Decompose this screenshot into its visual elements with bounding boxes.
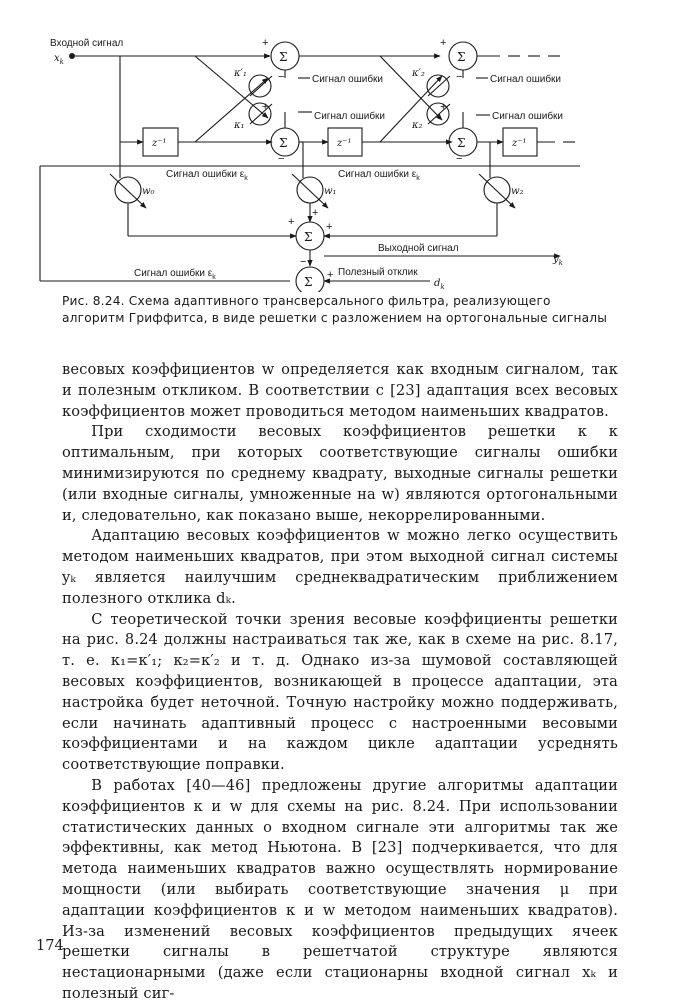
svg-text:+: +: [288, 216, 295, 228]
error-signal-label-3: Сигнал ошибки: [490, 74, 562, 85]
sum-symbol-4: Σ: [457, 136, 466, 150]
error-eps-label-2: Сигнал ошибки $\varepsilon_k$: [338, 169, 420, 182]
output-var: $y_k$: [553, 254, 563, 267]
k2-label: κ₂: [412, 120, 423, 131]
input-signal-label: Входной сигнал: [50, 38, 124, 49]
error-signal-label-1: Сигнал ошибки: [312, 74, 384, 85]
desired-response-label: Полезный отклик: [338, 267, 418, 278]
page-number: 174: [36, 938, 64, 954]
sum-symbol-5: Σ: [304, 230, 313, 244]
svg-text:+: +: [440, 37, 447, 49]
svg-text:−: −: [456, 71, 463, 83]
output-signal-label: Выходной сигнал: [378, 243, 459, 254]
error-eps-label-3: Сигнал ошибки $\varepsilon_k$: [134, 268, 216, 281]
figure-caption: Рис. 8.24. Схема адаптивного трансверсального фильтра, реализующего алгоритм Гриффитса, в виде решетки с разложением на ортогональные сигналы: [62, 294, 608, 325]
svg-text:−: −: [278, 71, 285, 83]
svg-text:−: −: [456, 153, 463, 165]
input-var: $x_k$: [54, 53, 64, 66]
sum-symbol-2: Σ: [279, 136, 288, 150]
svg-text:−: −: [278, 153, 285, 165]
delay-label-3: z⁻¹: [512, 138, 527, 149]
svg-text:+: +: [440, 101, 447, 113]
desired-var: $d_k$: [434, 278, 445, 291]
paragraph: С теоретической точки зрения весовые коэффициенты решетки на рис. 8.24 должны настраиваться так же, как в схеме на рис. 8.17, т. е. κ₁=κ′₁; κ₂=κ′₂ и т. д. Однако из-за шумовой составляющей весовых коэффициентов, возникающей в процессе адаптации, эта настройка будет неточной. Точную настройку можно поддерживать, если начинать адаптивный процесс с настроенными весовыми коэффициентами и на каждом цикле адаптации усреднять соответствующие поправки.: [62, 610, 618, 774]
svg-text:+: +: [312, 207, 319, 219]
svg-text:−: −: [300, 256, 307, 268]
svg-text:+: +: [262, 37, 269, 49]
paragraph: Адаптацию весовых коэффициентов w можно легко осуществить методом наименьших квадратов, при этом выходной сигнал системы yₖ является наилучшим среднеквадратическим приближением полезного отклика dₖ.: [62, 527, 618, 607]
error-signal-label-2: Сигнал ошибки: [314, 111, 386, 122]
paragraph: В работах [40—46] предложены другие алгоритмы адаптации коэффициентов κ и w для схемы на рис. 8.24. При использовании статистических данных о входном сигнале эти алгоритмы так же эффективны, как метод Ньютона. В [23] подчеркивается, что для метода наименьших квадратов важно осуществлять нормирование мощности (или выбирать соответствующие значения μ при адаптации коэффициентов κ и w методом наименьших квадратов). Из-за изменений весовых коэффициентов предыдущих ячеек решетки сигналы в решетчатой структуре являются нестационарными (даже если стационарны входной сигнал xₖ и полезный сиг-: [62, 776, 618, 1002]
sum-symbol-3: Σ: [457, 50, 466, 64]
svg-text:+: +: [327, 269, 334, 281]
error-eps-label-1: Сигнал ошибки $\varepsilon_k$: [166, 169, 248, 182]
k1-label: κ₁: [234, 120, 245, 131]
k1p-label: κ′₁: [234, 68, 247, 79]
input-node: [70, 54, 75, 59]
w2-label: w₂: [511, 186, 524, 197]
w1-label: w₁: [324, 186, 337, 197]
svg-text:+: +: [262, 101, 269, 113]
paragraph: весовых коэффициентов w определяется как входным сигналом, так и полезным откликом. В соответствии с [23] адаптация всех весовых коэффициентов может проводиться методом наименьших квадратов.: [62, 361, 618, 420]
svg-text:+: +: [326, 221, 333, 233]
sum-symbol-6: Σ: [304, 275, 313, 289]
delay-label-1: z⁻¹: [152, 138, 167, 149]
error-signal-label-4: Сигнал ошибки: [492, 111, 564, 122]
lattice-filter-diagram: [0, 0, 675, 292]
w0-label: w₀: [142, 186, 155, 197]
paragraph: При сходимости весовых коэффициентов решетки κ к оптимальным, при которых соответствующие сигналы ошибки минимизируются по среднему квадрату, выходные сигналы решетки (или входные сигналы, умноженные на w) являются ортогональными и, следовательно, как показано выше, некоррелированными.: [62, 423, 618, 524]
body-text: [62, 360, 618, 1005]
sum-symbol-1: Σ: [279, 50, 288, 64]
delay-label-2: z⁻¹: [337, 138, 352, 149]
k2p-label: κ′₂: [412, 68, 425, 79]
